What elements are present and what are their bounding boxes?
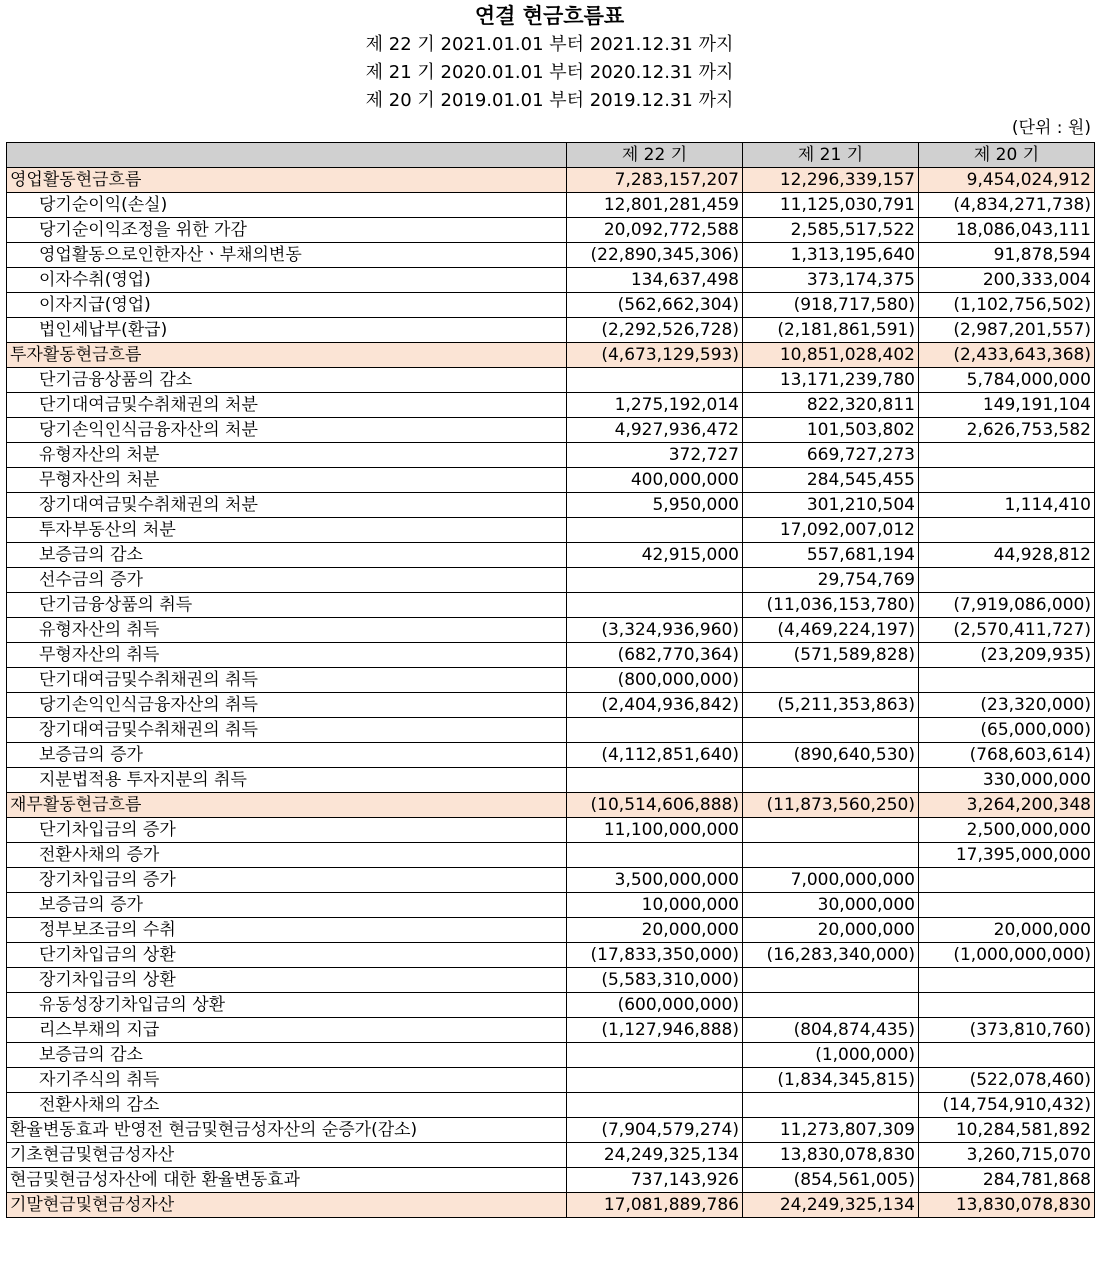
table-row [7,1118,1095,1143]
row-label: 영업활동현금흐름 [7,168,567,193]
table-row [7,668,1095,693]
row-value: (522,078,460) [919,1068,1095,1093]
row-value: 134,637,498 [567,268,743,293]
row-value: (14,754,910,432) [919,1093,1095,1118]
row-value: (11,873,560,250) [743,793,919,818]
row-value: (10,514,606,888) [567,793,743,818]
row-value: 101,503,802 [743,418,919,443]
table-row [7,993,1095,1018]
row-value: 29,754,769 [743,568,919,593]
row-label: 보증금의 증가 [7,893,567,918]
row-value [567,568,743,593]
row-label: 투자활동현금흐름 [7,343,567,368]
row-value [919,1043,1095,1068]
row-label: 법인세납부(환급) [7,318,567,343]
row-value [567,1043,743,1068]
row-value: 12,801,281,459 [567,193,743,218]
row-label: 단기대여금및수취채권의 처분 [7,393,567,418]
row-label: 재무활동현금흐름 [7,793,567,818]
row-value [743,718,919,743]
header-period-20: 제 20 기 [919,143,1095,168]
row-value [567,518,743,543]
table-row [7,1093,1095,1118]
period-line-21: 제 21 기 2020.01.01 부터 2020.12.31 까지 [365,62,734,83]
table-row [7,893,1095,918]
row-value: (7,904,579,274) [567,1118,743,1143]
row-value: (1,834,345,815) [743,1068,919,1093]
table-row [7,643,1095,668]
row-label: 단기금융상품의 취득 [7,593,567,618]
row-value: (5,211,353,863) [743,693,919,718]
row-label: 장기차입금의 상환 [7,968,567,993]
row-value: 30,000,000 [743,893,919,918]
row-value [743,768,919,793]
row-label: 장기대여금및수취채권의 취득 [7,718,567,743]
row-value [919,993,1095,1018]
row-value: 3,500,000,000 [567,868,743,893]
row-value [919,568,1095,593]
table-row [7,443,1095,468]
period-line-20: 제 20 기 2019.01.01 부터 2019.12.31 까지 [365,90,734,111]
row-value: 11,273,807,309 [743,1118,919,1143]
row-value: (373,810,760) [919,1018,1095,1043]
row-value [567,368,743,393]
row-label: 리스부채의 지급 [7,1018,567,1043]
row-value: (2,404,936,842) [567,693,743,718]
row-value: 20,000,000 [743,918,919,943]
row-label: 무형자산의 취득 [7,643,567,668]
row-value: 17,081,889,786 [567,1193,743,1218]
table-row [7,868,1095,893]
row-value: 284,781,868 [919,1168,1095,1193]
row-value: (7,919,086,000) [919,593,1095,618]
row-value: (4,673,129,593) [567,343,743,368]
table-row [7,268,1095,293]
row-value: (682,770,364) [567,643,743,668]
table-row [7,1043,1095,1068]
table-row [7,543,1095,568]
row-value [919,443,1095,468]
header-label [7,143,567,168]
row-value: 11,100,000,000 [567,818,743,843]
row-value: 5,784,000,000 [919,368,1095,393]
header-period-22: 제 22 기 [567,143,743,168]
row-label: 유형자산의 처분 [7,443,567,468]
row-value: (1,102,756,502) [919,293,1095,318]
row-label: 당기순이익조정을 위한 가감 [7,218,567,243]
table-row [7,218,1095,243]
row-value: (890,640,530) [743,743,919,768]
row-value: (600,000,000) [567,993,743,1018]
table-row [7,168,1095,193]
row-label: 단기차입금의 증가 [7,818,567,843]
table-row [7,468,1095,493]
table-row [7,618,1095,643]
row-value: (854,561,005) [743,1168,919,1193]
row-label: 전환사채의 증가 [7,843,567,868]
cash-flow-table [6,142,1095,1218]
row-value [743,818,919,843]
row-value: 737,143,926 [567,1168,743,1193]
row-label: 단기금융상품의 감소 [7,368,567,393]
statement-title: 연결 현금흐름표 [474,4,625,28]
table-row [7,1168,1095,1193]
row-label: 단기대여금및수취채권의 취득 [7,668,567,693]
row-value: 1,275,192,014 [567,393,743,418]
row-value: 20,000,000 [919,918,1095,943]
row-value: 822,320,811 [743,393,919,418]
row-value: (1,000,000,000) [919,943,1095,968]
row-value: (1,000,000) [743,1043,919,1068]
row-value: 200,333,004 [919,268,1095,293]
table-row [7,193,1095,218]
table-row [7,843,1095,868]
row-value: (804,874,435) [743,1018,919,1043]
row-value: (11,036,153,780) [743,593,919,618]
row-label: 선수금의 증가 [7,568,567,593]
table-row [7,768,1095,793]
row-value: 5,950,000 [567,493,743,518]
row-value: 284,545,455 [743,468,919,493]
unit-label: (단위 : 원) [1011,118,1091,138]
table-row [7,1143,1095,1168]
row-label: 기초현금및현금성자산 [7,1143,567,1168]
row-value: (918,717,580) [743,293,919,318]
row-value: (22,890,345,306) [567,243,743,268]
row-value [567,1093,743,1118]
row-value: 372,727 [567,443,743,468]
table-row [7,793,1095,818]
row-label: 당기순이익(손실) [7,193,567,218]
row-label: 현금및현금성자산에 대한 환율변동효과 [7,1168,567,1193]
row-value: (17,833,350,000) [567,943,743,968]
row-value [567,718,743,743]
row-value: (4,834,271,738) [919,193,1095,218]
header-period-21: 제 21 기 [743,143,919,168]
row-value: (65,000,000) [919,718,1095,743]
row-value [743,993,919,1018]
row-value: (2,292,526,728) [567,318,743,343]
row-label: 기말현금및현금성자산 [7,1193,567,1218]
table-row [7,293,1095,318]
table-row [7,1018,1095,1043]
row-value [919,468,1095,493]
row-label: 이자지급(영업) [7,293,567,318]
row-label: 정부보조금의 수취 [7,918,567,943]
table-row [7,968,1095,993]
row-value: (2,433,643,368) [919,343,1095,368]
row-label: 이자수취(영업) [7,268,567,293]
row-label: 환율변동효과 반영전 현금및현금성자산의 순증가(감소) [7,1118,567,1143]
row-value: 1,313,195,640 [743,243,919,268]
row-value: 18,086,043,111 [919,218,1095,243]
row-value: (23,209,935) [919,643,1095,668]
row-label: 당기손익인식금융자산의 처분 [7,418,567,443]
row-value [743,968,919,993]
table-row [7,943,1095,968]
row-label: 유동성장기차입금의 상환 [7,993,567,1018]
row-value: (4,469,224,197) [743,618,919,643]
period-line-22: 제 22 기 2021.01.01 부터 2021.12.31 까지 [365,34,734,55]
row-value: 373,174,375 [743,268,919,293]
row-value: 2,500,000,000 [919,818,1095,843]
row-value: (2,987,201,557) [919,318,1095,343]
row-label: 유형자산의 취득 [7,618,567,643]
row-value [743,668,919,693]
row-value: 557,681,194 [743,543,919,568]
row-value: 7,283,157,207 [567,168,743,193]
row-value: 4,927,936,472 [567,418,743,443]
row-label: 당기손익인식금융자산의 취득 [7,693,567,718]
row-value: (800,000,000) [567,668,743,693]
row-label: 무형자산의 처분 [7,468,567,493]
table-row [7,518,1095,543]
row-value: (23,320,000) [919,693,1095,718]
table-row [7,393,1095,418]
row-value: 17,092,007,012 [743,518,919,543]
row-value: (3,324,936,960) [567,618,743,643]
row-value: 330,000,000 [919,768,1095,793]
row-value: 24,249,325,134 [567,1143,743,1168]
row-label: 지분법적용 투자지분의 취득 [7,768,567,793]
row-label: 투자부동산의 처분 [7,518,567,543]
table-row [7,693,1095,718]
row-value: 3,264,200,348 [919,793,1095,818]
row-value: 13,171,239,780 [743,368,919,393]
row-value: 10,851,028,402 [743,343,919,368]
table-row [7,1068,1095,1093]
row-label: 영업활동으로인한자산ㆍ부채의변동 [7,243,567,268]
table-row [7,318,1095,343]
row-value: (16,283,340,000) [743,943,919,968]
table-row [7,1193,1095,1218]
table-row [7,718,1095,743]
row-label: 전환사채의 감소 [7,1093,567,1118]
table-row [7,568,1095,593]
row-value [743,843,919,868]
row-value: 24,249,325,134 [743,1193,919,1218]
row-value: (2,181,861,591) [743,318,919,343]
row-value: 7,000,000,000 [743,868,919,893]
table-row [7,418,1095,443]
row-value: 10,284,581,892 [919,1118,1095,1143]
row-value [919,868,1095,893]
table-row [7,343,1095,368]
row-value [919,518,1095,543]
row-label: 단기차입금의 상환 [7,943,567,968]
row-value: 42,915,000 [567,543,743,568]
row-value: 20,000,000 [567,918,743,943]
row-value [567,843,743,868]
row-value: 2,626,753,582 [919,418,1095,443]
row-label: 보증금의 감소 [7,543,567,568]
table-row [7,493,1095,518]
row-label: 장기차입금의 증가 [7,868,567,893]
table-row [7,818,1095,843]
row-value: (1,127,946,888) [567,1018,743,1043]
table-row [7,918,1095,943]
row-value: 13,830,078,830 [919,1193,1095,1218]
table-header-row [7,143,1095,168]
row-value: 9,454,024,912 [919,168,1095,193]
row-value [919,968,1095,993]
row-value: 13,830,078,830 [743,1143,919,1168]
row-value [743,1093,919,1118]
table-row [7,743,1095,768]
row-value: 12,296,339,157 [743,168,919,193]
row-label: 보증금의 감소 [7,1043,567,1068]
row-value: 17,395,000,000 [919,843,1095,868]
row-value: 149,191,104 [919,393,1095,418]
row-value: 11,125,030,791 [743,193,919,218]
row-value: (571,589,828) [743,643,919,668]
row-value: 10,000,000 [567,893,743,918]
row-value: 669,727,273 [743,443,919,468]
row-value [567,1068,743,1093]
table-row [7,593,1095,618]
row-value: 44,928,812 [919,543,1095,568]
row-value: 400,000,000 [567,468,743,493]
row-value [919,668,1095,693]
row-label: 장기대여금및수취채권의 처분 [7,493,567,518]
row-value [567,768,743,793]
table-row [7,243,1095,268]
row-label: 자기주식의 취득 [7,1068,567,1093]
row-value: (768,603,614) [919,743,1095,768]
row-value: 91,878,594 [919,243,1095,268]
row-value: 301,210,504 [743,493,919,518]
table-row [7,368,1095,393]
row-value: 2,585,517,522 [743,218,919,243]
row-value: (4,112,851,640) [567,743,743,768]
row-value [567,593,743,618]
row-value: (5,583,310,000) [567,968,743,993]
row-value [919,893,1095,918]
row-value: 3,260,715,070 [919,1143,1095,1168]
row-value: 1,114,410 [919,493,1095,518]
row-value: 20,092,772,588 [567,218,743,243]
row-value: (562,662,304) [567,293,743,318]
row-label: 보증금의 증가 [7,743,567,768]
row-value: (2,570,411,727) [919,618,1095,643]
